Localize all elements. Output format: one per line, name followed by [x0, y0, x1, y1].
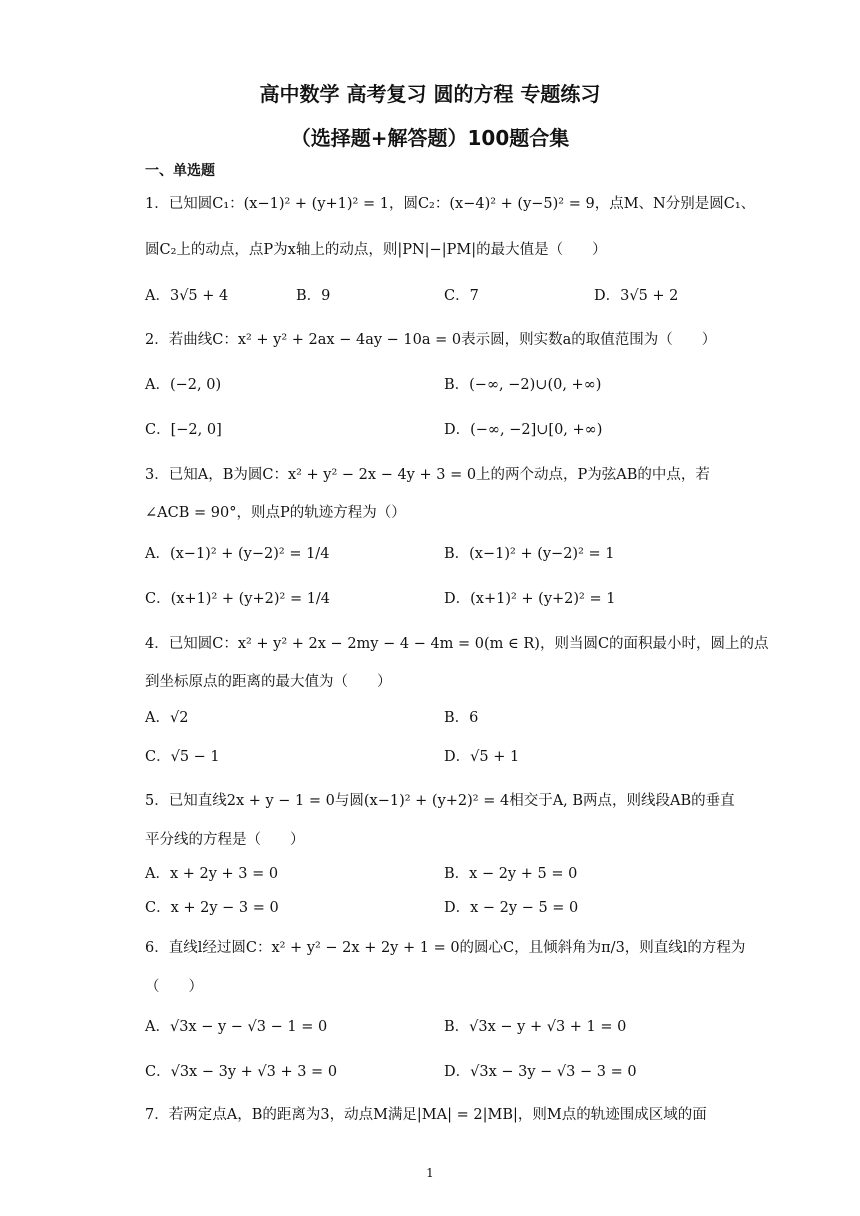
question-2-option-c: C．[−2, 0] — [145, 422, 222, 438]
question-5-line-1: 5．已知直线2x + y − 1 = 0与圆(x−1)² + (y+2)² = 4相交于A, B两点，则线段AB的垂直 — [145, 793, 735, 809]
question-3-option-d: D．(x+1)² + (y+2)² = 1 — [444, 591, 616, 607]
question-4-option-b: B．6 — [444, 710, 479, 726]
question-2-option-b: B．(−∞, −2)∪(0, +∞) — [444, 377, 602, 393]
question-4-option-d: D．√5 + 1 — [444, 749, 520, 765]
question-6-line-2: （ ） — [145, 979, 203, 995]
question-1-line-1: 1．已知圆C₁：(x−1)² + (y+1)² = 1，圆C₂：(x−4)² + (y−5)² = 9，点M、N分别是圆C₁、 — [145, 196, 756, 212]
question-4-line-1: 4．已知圆C：x² + y² + 2x − 2my − 4 − 4m = 0(m ∈ R)，则当圆C的面积最小时，圆上的点 — [145, 636, 769, 652]
question-6-option-c: C．√3x − 3y + √3 + 3 = 0 — [145, 1064, 338, 1080]
question-6-option-b: B．√3x − y + √3 + 1 = 0 — [444, 1019, 627, 1035]
question-1-option-b: B．9 — [296, 288, 331, 304]
question-3-option-c: C．(x+1)² + (y+2)² = 1/4 — [145, 591, 331, 607]
page-title-line2: （选择题+解答题）100题合集 — [290, 126, 570, 150]
question-5-option-c: C．x + 2y − 3 = 0 — [145, 900, 279, 916]
question-6-option-d: D．√3x − 3y − √3 − 3 = 0 — [444, 1064, 637, 1080]
question-1-option-d: D．3√5 + 2 — [594, 288, 679, 304]
question-2-option-d: D．(−∞, −2]∪[0, +∞) — [444, 422, 603, 438]
question-1-option-c: C．7 — [444, 288, 479, 304]
question-1-line-2: 圆C₂上的动点，点P为x轴上的动点，则|PN|−|PM|的最大值是（ ） — [145, 242, 607, 258]
section-heading: 一、单选题 — [145, 163, 215, 179]
question-4-option-a: A．√2 — [145, 710, 189, 726]
question-4-line-2: 到坐标原点的距离的最大值为（ ） — [145, 674, 392, 690]
question-5-option-a: A．x + 2y + 3 = 0 — [145, 866, 279, 882]
page-number: 1 — [426, 1166, 434, 1180]
question-5-line-2: 平分线的方程是（ ） — [145, 832, 305, 848]
question-7-line-1: 7．若两定点A，B的距离为3，动点M满足|MA| = 2|MB|，则M点的轨迹围成区域的面 — [145, 1107, 707, 1123]
question-5-option-d: D．x − 2y − 5 = 0 — [444, 900, 579, 916]
question-2-option-a: A．(−2, 0) — [145, 377, 222, 393]
question-6-line-1: 6．直线l经过圆C：x² + y² − 2x + 2y + 1 = 0的圆心C，且倾斜角为π/3，则直线l的方程为 — [145, 940, 746, 956]
question-2-line-1: 2．若曲线C：x² + y² + 2ax − 4ay − 10a = 0表示圆，则实数a的取值范围为（ ） — [145, 332, 717, 348]
question-1-option-a: A．3√5 + 4 — [145, 288, 229, 304]
question-3-option-b: B．(x−1)² + (y−2)² = 1 — [444, 546, 615, 562]
question-6-option-a: A．√3x − y − √3 − 1 = 0 — [145, 1019, 328, 1035]
question-3-line-2: ∠ACB = 90°，则点P的轨迹方程为（） — [145, 505, 406, 521]
question-3-line-1: 3．已知A，B为圆C：x² + y² − 2x − 4y + 3 = 0上的两个动点，P为弦AB的中点，若 — [145, 467, 710, 483]
page-title-line1: 高中数学 高考复习 圆的方程 专题练习 — [259, 82, 601, 106]
question-3-option-a: A．(x−1)² + (y−2)² = 1/4 — [145, 546, 330, 562]
question-5-option-b: B．x − 2y + 5 = 0 — [444, 866, 578, 882]
question-4-option-c: C．√5 − 1 — [145, 749, 220, 765]
